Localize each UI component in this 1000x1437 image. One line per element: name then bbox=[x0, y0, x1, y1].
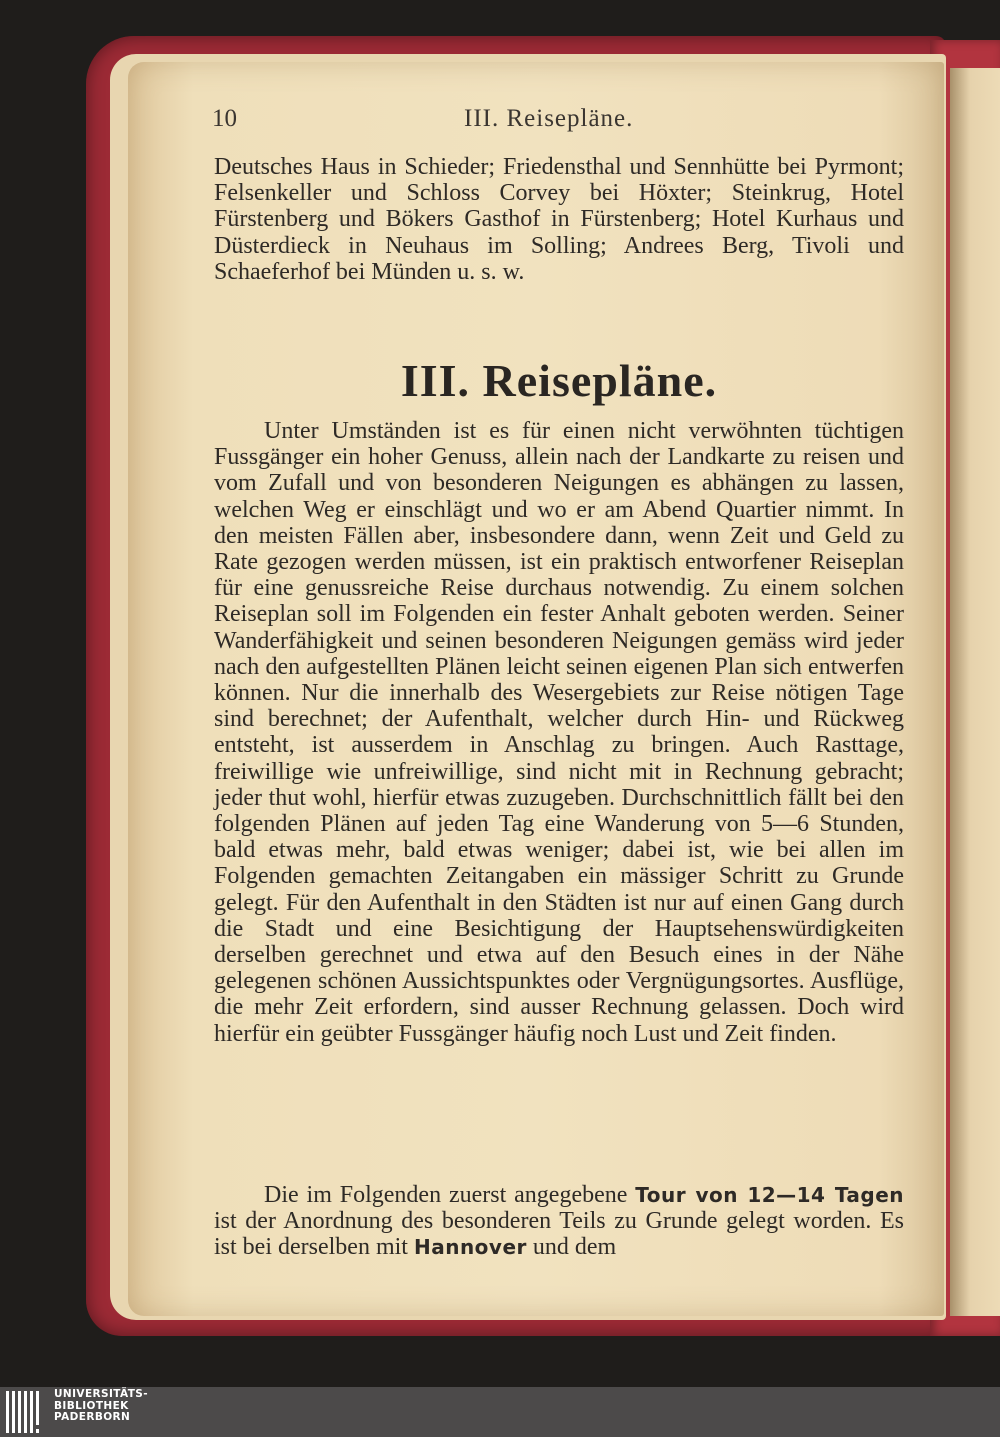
city-hannover-bold: Hannover bbox=[413, 1235, 527, 1260]
tour-text-2: ist der Anordnung des besonderen Teils zu Grunde gelegt worden. Es ist bei derselben mit bbox=[214, 1208, 904, 1261]
running-head bbox=[212, 103, 904, 135]
paragraph-tour-intro bbox=[214, 1182, 904, 1261]
library-logo-text bbox=[54, 1389, 254, 1424]
tour-text-1: Die im Folgenden zuerst angegebene bbox=[264, 1182, 636, 1208]
paragraph-travel-plans: Unter Umständen ist es für einen nicht verwöhnten tüchtigen Fussgänger ein hoher Genuss, allein nach der Landkarte zu reisen und vom Zufall und von besonderen Neigungen es abhängen zu lassen, welchen Weg er einschlägt und wo er am Abend Quartier nimmt. In den meisten Fällen aber, insbesondere dann, wenn Zeit und Geld zu Rate gezogen werden müssen, ist ein praktisch entworfener Reiseplan für eine genussreiche Reise durchaus notwendig. Zu einem solchen Reiseplan soll im Folgenden ein fester Anhalt geboten werden. Seiner Wanderfähigkeit und seinen besonderen Neigungen gemäss wird jeder nach den aufgestellten Plänen leicht seinen eigenen Plan sich entwerfen können. Nur die innerhalb des Wesergebiets zur Reise nötigen Tage sind berechnet; der Aufenthalt, welcher durch Hin- und Rückweg entsteht, ist ausserdem in Anschlag zu bringen. Auch Rasttage, freiwillige wie unfreiwillige, sind nicht mit in Rechnung gebracht; jeder thut wohl, hierfür etwas zuzugeben. Durchschnittlich fällt bei den folgenden Plänen auf jeden Tag eine Wanderung von 5—6 Stunden, bald etwas mehr, bald etwas weniger; dabei ist, wie bei allen im Folgenden gemachten Zeitangaben ein mässiger Schritt zu Grunde gelegt. Für den Aufenthalt in den Städten ist nur auf einen Gang durch die Stadt und eine Besichtigung der Hauptsehenswürdigkeiten derselben gerechnet und etwa auf den Besuch eines in der Nähe gelegenen schönen Aussichtspunktes oder Vergnügungsortes. Ausflüge, die mehr Zeit erfordern, sind ausser Rechnung gelassen. Doch wird hierfür ein geübter Fussgänger häufig noch Lust und Zeit finden. bbox=[214, 418, 904, 1047]
logo-line-3: PADERBORN bbox=[54, 1411, 131, 1423]
logo-line-1: UNIVERSITÄTS- bbox=[54, 1388, 149, 1400]
tour-text-3: und dem bbox=[526, 1234, 617, 1261]
running-head-title: III. Reisepläne. bbox=[464, 105, 634, 132]
section-heading: III. Reisepläne. bbox=[400, 355, 718, 406]
library-logo-icon bbox=[6, 1389, 44, 1435]
library-footer bbox=[0, 1387, 1000, 1437]
page-number: 10 bbox=[212, 105, 237, 132]
tour-duration-bold: Tour von 12—14 Tagen bbox=[635, 1183, 904, 1207]
logo-line-2: BIBLIOTHEK bbox=[54, 1399, 129, 1412]
facing-page-edge bbox=[950, 68, 1000, 1316]
paragraph-inns-list: Deutsches Haus in Schieder; Friedensthal und Sennhütte bei Pyrmont; Felsenkeller und Schloss Corvey bei Höxter; Steinkrug, Hotel Fürstenberg und Bökers Gasthof in Fürstenberg; Hotel Kurhaus und Düsterdieck in Neuhaus im Solling; Andrees Berg, Tivoli und Schaeferhof bei Münden u. s. w. bbox=[214, 154, 904, 285]
